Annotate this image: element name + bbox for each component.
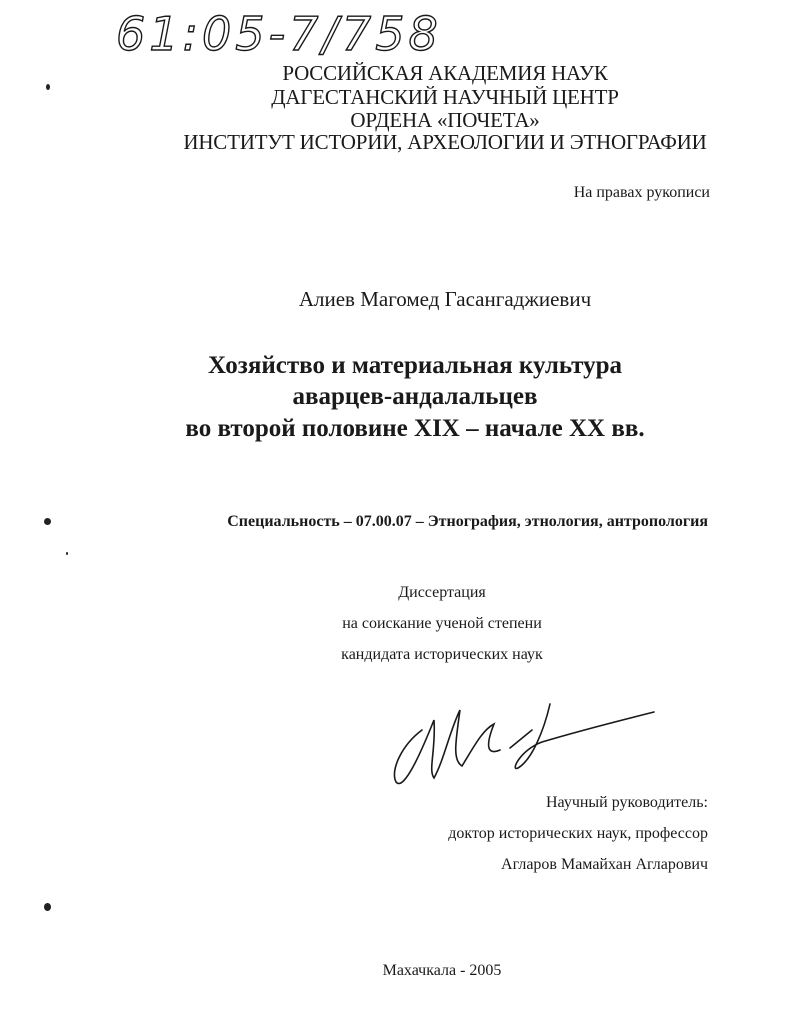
advisor-degree: доктор исторических наук, профессор [448, 825, 708, 842]
shelf-mark-text: 61:05-7/758 [116, 7, 442, 61]
place-year: Махачкала - 2005 [382, 962, 502, 979]
advisor-name: Агларов Мамайхан Агларович [501, 856, 708, 873]
org-order: ОРДЕНА «ПОЧЕТА» [350, 108, 540, 132]
org-institute: ИНСТИТУТ ИСТОРИИ, АРХЕОЛОГИИ И ЭТНОГРАФИИ [183, 130, 707, 154]
org-center: ДАГЕСТАНСКИЙ НАУЧНЫЙ ЦЕНТР [271, 85, 619, 109]
signature [382, 690, 662, 790]
dissertation-degree: кандидата исторических наук [341, 646, 543, 663]
dissertation-degree-purpose: на соискание ученой степени [342, 615, 542, 632]
speciality: Специальность – 07.00.07 – Этнография, этнология, антропология [227, 513, 708, 530]
scan-speck [44, 903, 51, 911]
title-line-1: Хозяйство и материальная культура [208, 352, 622, 379]
advisor-label: Научный руководитель: [545, 794, 708, 811]
handwritten-shelf-mark [112, 4, 452, 66]
rights-note: На правах рукописи [573, 184, 710, 201]
scan-speck [44, 518, 51, 525]
org-academy: РОССИЙСКАЯ АКАДЕМИЯ НАУК [282, 61, 608, 85]
title-line-2: аварцев-андалальцев [292, 383, 538, 410]
scan-speck [46, 84, 50, 90]
dissertation-label: Диссертация [398, 584, 486, 601]
title-line-3: во второй половине XIX – начале XX вв. [185, 415, 645, 442]
scan-speck [66, 552, 68, 555]
author-name: Алиев Магомед Гасангаджиевич [298, 287, 592, 311]
